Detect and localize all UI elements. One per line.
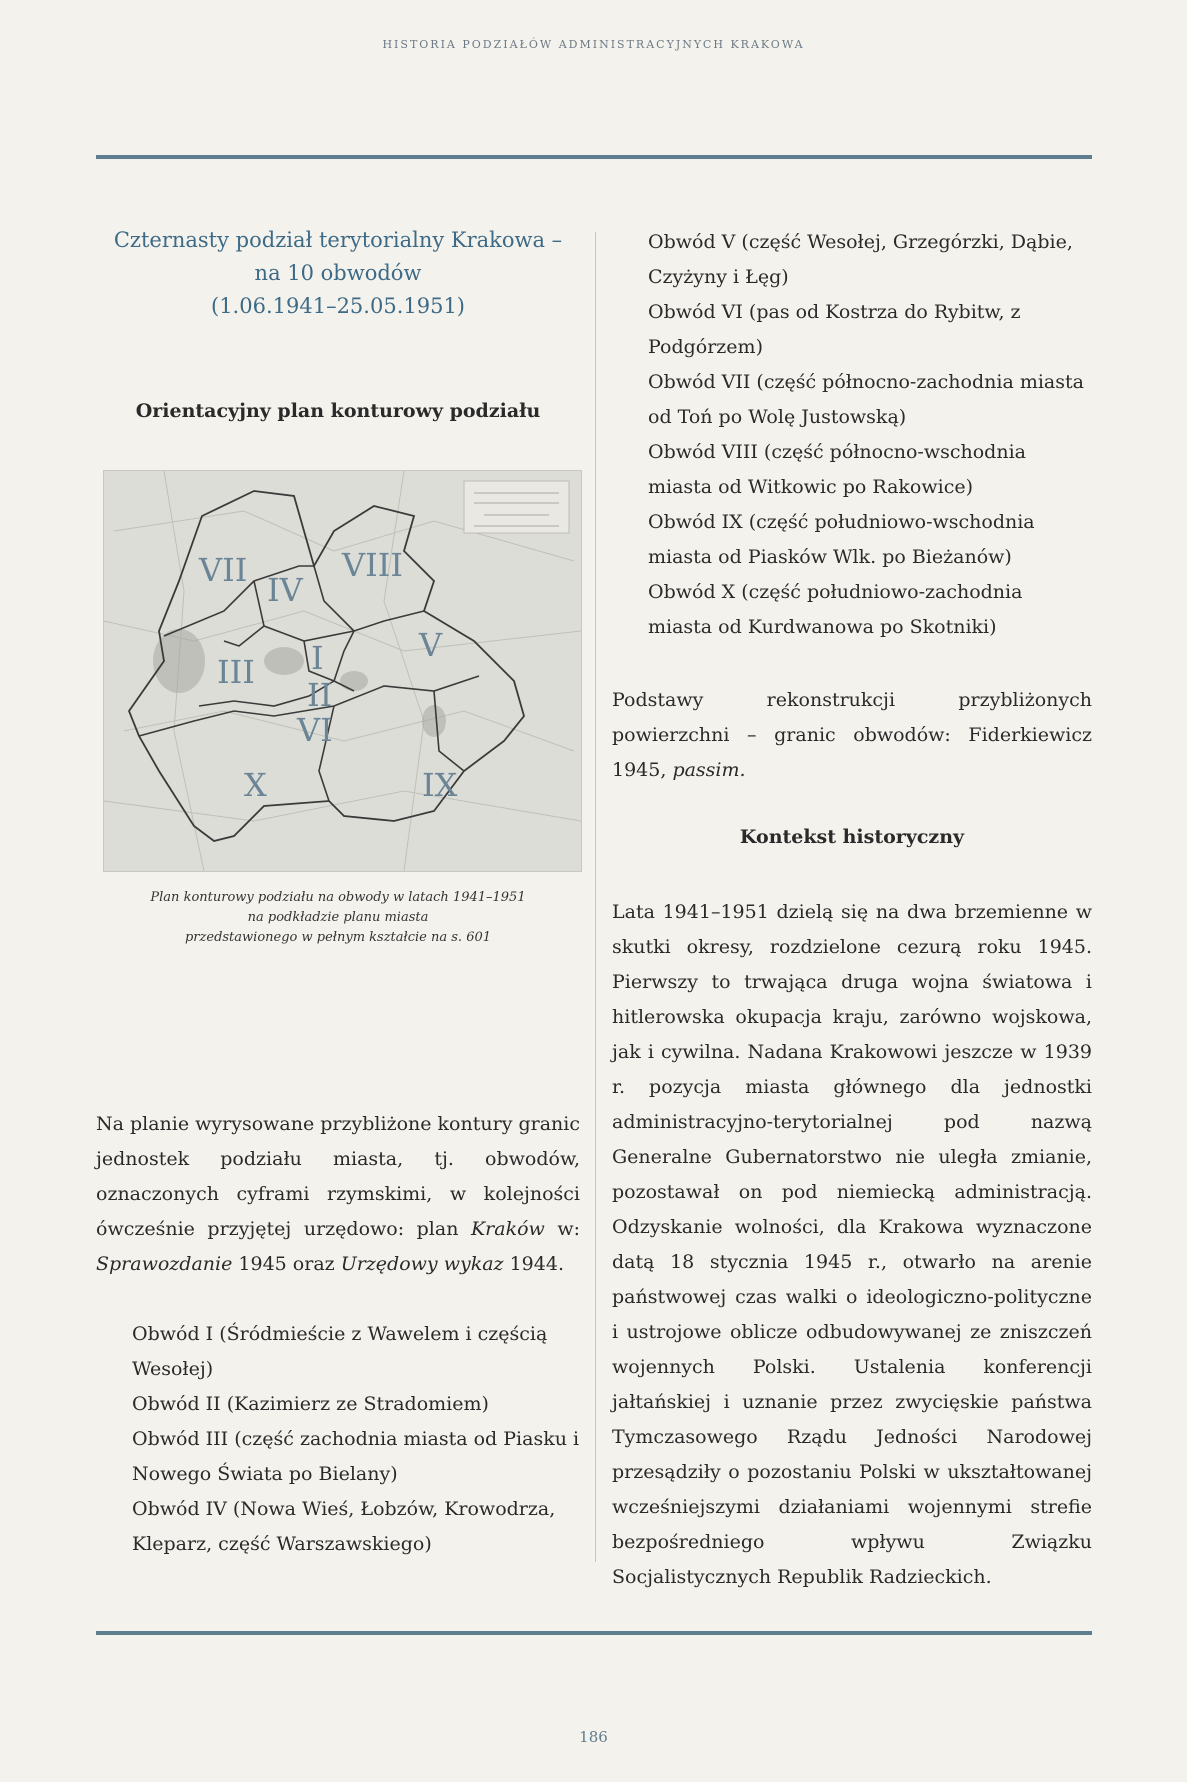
district-label-i: I [311, 639, 324, 677]
district-label-vii: VII [199, 551, 248, 589]
district-item: Obwód III (część zachodnia miasta od Piasku i Nowego Świata po Bielany) [132, 1428, 580, 1485]
intro-text-end: 1944. [503, 1253, 564, 1275]
intro-text-mid2: 1945 oraz [232, 1253, 341, 1275]
district-label-iv: IV [267, 571, 303, 609]
map-caption [96, 888, 580, 948]
district-item: Obwód VII (część północno-zachodnia miasta od Toń po Wolę Justowską) [648, 371, 1084, 428]
district-label-v: V [419, 626, 443, 664]
district-list-right [612, 225, 1092, 645]
map-caption-line2: na podkładzie planu miasta [247, 910, 429, 925]
district-label-ii: II [307, 676, 333, 714]
basis-italic: passim. [672, 759, 746, 781]
intro-text-mid: w: [544, 1218, 580, 1240]
district-label-ix: IX [422, 766, 458, 804]
district-item: Obwód I (Śródmieście z Wawelem i częścią Wesołej) [132, 1323, 548, 1380]
district-map-svg [104, 471, 581, 871]
intro-italic-sprawozdanie: Sprawozdanie [96, 1253, 233, 1275]
reconstruction-basis [612, 683, 1092, 788]
district-item: Obwód VI (pas od Kostrza do Rybitw, z Podgórzem) [648, 301, 1021, 358]
page-number: 186 [579, 1728, 608, 1746]
district-item: Obwód IX (część południowo-wschodnia miasta od Piasków Wlk. po Bieżanów) [648, 511, 1035, 568]
basis-text: Podstawy rekonstrukcji przybliżonych powierzchni – granic obwodów: Fiderkiewicz 1945, [612, 689, 1092, 781]
district-label-x: X [244, 766, 267, 804]
bottom-rule [96, 1631, 1092, 1635]
map-caption-line1: Plan konturowy podziału na obwody w latach 1941–1951 [150, 890, 526, 905]
context-paragraph: Lata 1941–1951 dzielą się na dwa brzemienne w skutki okresy, rozdzielone cezurą roku 1945. Pierwszy to trwająca druga wojna światowa i hitlerowska okupacja kraju, zarówno wojskowa, jak i cywilna. Nadana Krakowowi jeszcze w 1939 r. pozycja miasta głównego dla jednostki administracyjno-terytorialnej pod nazwą Generalne Gubernatorstwo nie uległa zmianie, pozostawał on pod niemiecką administracją. Odzyskanie wolności, dla Krakowa wyznaczone datą 18 stycznia 1945 r., otwarło na arenie państwowej czas walki o ideologiczno-polityczne i ustrojowe oblicze odbudowywanej ze zniszczeń wojennych Polski. Ustalenia konferencji jałtańskiej i uznanie przez zwycięskie państwa Tymczasowego Rządu Jedności Narodowej przesądziły o pozostaniu Polski w ukształtowanej wcześniejszymi działaniami wojennymi strefie bezpośredniego wpływu Związku Socjalistycznych Republik Radzieckich. [612, 901, 1092, 1588]
intro-italic-wykaz: Urzędowy wykaz [340, 1253, 504, 1275]
district-item: Obwód X (część południowo-zachodnia miasta od Kurdwanowa po Skotniki) [648, 581, 1023, 638]
district-item: Obwód IV (Nowa Wieś, Łobzów, Krowodrza, Kleparz, część Warszawskiego) [132, 1498, 556, 1555]
top-rule [96, 155, 1092, 159]
intro-paragraph [96, 1107, 580, 1282]
column-divider [595, 232, 596, 1562]
district-list-left [96, 1317, 580, 1562]
base-map-legend [464, 481, 569, 533]
running-head: HISTORIA PODZIAŁÓW ADMINISTRACYJNYCH KRAKOWA [382, 38, 805, 51]
district-item: Obwód V (część Wesołej, Grzegórzki, Dąbie, Czyżyny i Łęg) [648, 231, 1073, 288]
intro-text: Na planie wyrysowane przybliżone kontury granic jednostek podziału miasta, tj. obwodów, oznaczonych cyframi rzymskimi, w kolejności ówcześnie przyjętej urzędowo: plan [96, 1113, 580, 1240]
district-map [103, 470, 582, 872]
section-title [96, 224, 580, 323]
district-item: Obwód II (Kazimierz ze Stradomiem) [132, 1393, 489, 1415]
section-title-line3: (1.06.1941–25.05.1951) [211, 294, 465, 318]
section-title-line1: Czternasty podział terytorialny Krakowa – [113, 228, 563, 252]
district-label-vi: VI [297, 711, 333, 749]
context-heading: Kontekst historyczny [739, 826, 965, 848]
map-heading: Orientacyjny plan konturowy podziału [135, 400, 541, 422]
district-label-iii: III [217, 653, 255, 691]
section-title-line2: na 10 obwodów [254, 261, 422, 285]
district-label-viii: VIII [342, 546, 404, 584]
map-caption-line3: przedstawionego w pełnym kształcie na s. 601 [184, 930, 492, 945]
intro-italic-krakow: Kraków [470, 1218, 545, 1240]
district-item: Obwód VIII (część północno-wschodnia miasta od Witkowic po Rakowice) [648, 441, 1026, 498]
